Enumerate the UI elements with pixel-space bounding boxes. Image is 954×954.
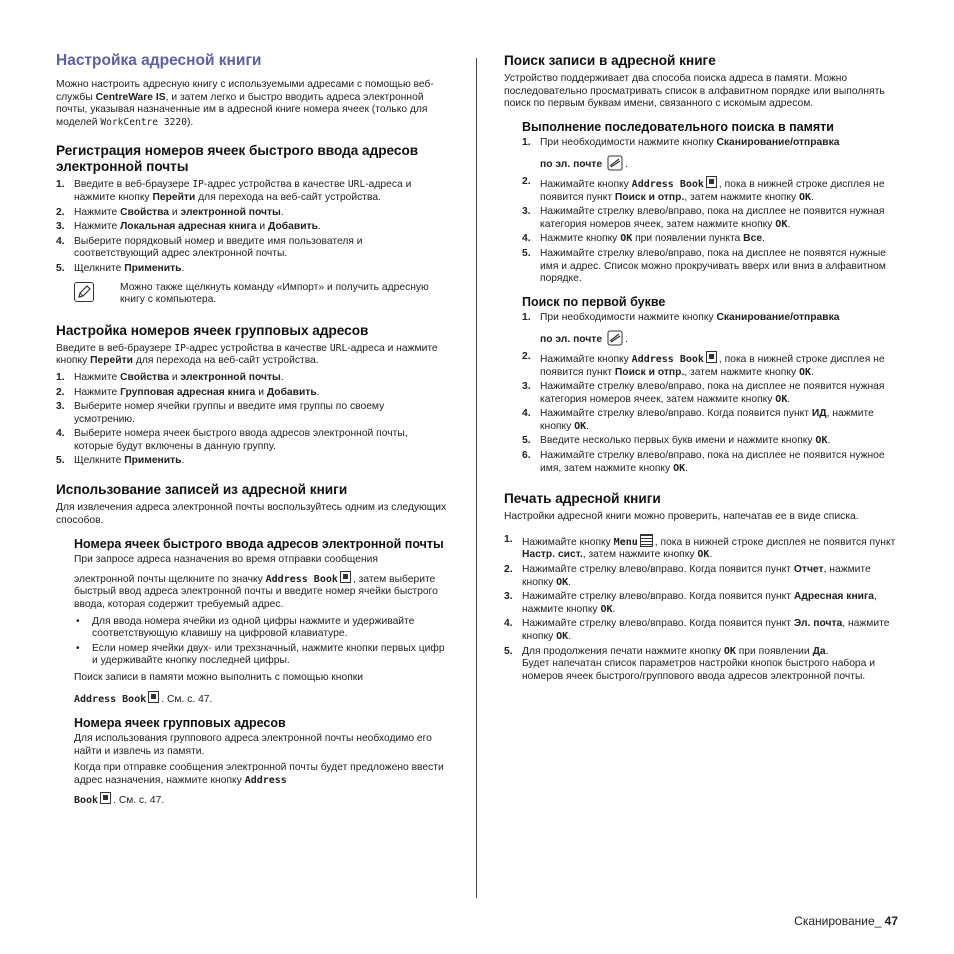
groupnum-p2: Когда при отправке сообщения электронной почты будет предложено ввести адрес назначения, нажмите кнопку Address <box>74 762 444 786</box>
list-item: 3. Нажмите Локальная адресная книга и Добавить. <box>56 221 321 233</box>
scan-to-email-icon <box>607 155 623 171</box>
list-item: 2. Нажимайте стрелку влево/вправо. Когда появится пункт Отчет, нажмите кнопку OK. <box>504 564 871 588</box>
groupnum-p3: Book . См. с. 47. <box>74 792 448 808</box>
seq-section <box>504 120 896 475</box>
list-item: 1. Нажмите Свойства и электронной почты. <box>56 371 284 383</box>
left-column <box>56 52 448 811</box>
note-box <box>74 282 448 307</box>
list-item: 6. Нажимайте стрелку влево/вправо, пока на дисплее не появится нужное имя, затем нажмите кнопку OK. <box>522 450 885 474</box>
search-heading: Поиск записи в адресной книге <box>504 53 716 68</box>
list-item: • Если номер ячейки двух- или трехзначный, нажмите кнопки первых цифр и удерживайте кнопку последней цифры. <box>76 642 445 667</box>
list-item: 3. Нажимайте стрелку влево/вправо, пока на дисплее не появится нужная категория номеров ячеек, затем нажмите кнопку OK. <box>522 206 885 230</box>
speed-section <box>56 537 448 807</box>
reg-heading: Регистрация номеров ячеек быстрого ввода адресов электронной почты <box>56 143 419 175</box>
print-steps <box>504 534 896 684</box>
page-footer <box>794 915 898 928</box>
speed-p3: Поиск записи в памяти можно выполнить с помощью кнопки <box>74 672 364 683</box>
first-heading: Поиск по первой букве <box>522 294 666 309</box>
scan-to-email-icon <box>607 330 623 346</box>
groupnum-heading: Номера ячеек групповых адресов <box>74 716 286 731</box>
list-item: 3. Нажимайте стрелку влево/вправо, пока на дисплее не появится нужная категория номеров ячеек, затем нажмите кнопку OK. <box>522 381 885 405</box>
address-book-icon <box>340 571 351 583</box>
reg-steps <box>56 179 448 275</box>
note-pencil-icon <box>74 282 94 302</box>
group-intro: Введите в веб-браузере IP-адрес устройства в качестве URL-адреса и нажмите кнопку Перейти для перехода на веб-сайт устройства. <box>56 342 438 367</box>
list-item: 4. Нажимайте стрелку влево/вправо. Когда появится пункт Эл. почта, нажмите кнопку OK. <box>504 618 890 642</box>
note-text: Можно также щелкнуть команду «Импорт» и получить адресную книгу с компьютера. <box>120 281 429 306</box>
speed-p4: Address Book . См. с. 47. <box>74 691 448 707</box>
list-item: 5. Для продолжения печати нажмите кнопку OK при появлении Да. Будет напечатан список параметров настройки кнопок быстрого набора и номеров ячеек быстрого/группового ввода адресов электронной почты. <box>504 645 875 682</box>
list-item: 4. Выберите порядковый номер и введите имя пользователя и соответствующий адрес электронной почты. <box>56 235 363 260</box>
list-item: 1. При необходимости нажмите кнопку Сканирование/отправка по эл. почте . <box>522 136 840 171</box>
list-item: 2. Нажимайте кнопку Address Book , пока в нижней строке дисплея не появится пункт Поиск и отпр., затем нажмите кнопку OK. <box>522 175 885 203</box>
list-item: 5. Введите несколько первых букв имени и нажмите кнопку OK. <box>522 435 831 447</box>
intro-paragraph: Можно настроить адресную книгу с используемыми адресами с помощью веб-службы CentreWare IS, и затем легко и быстро вводить адреса электронной почты, указывая назначенные им в адресной книге номера ячеек (только для моделей WorkCentre 3220). <box>56 79 434 128</box>
first-steps <box>522 312 896 476</box>
list-item: 4. Нажмите кнопку OK при появлении пункта Все. <box>522 233 765 245</box>
menu-icon <box>640 534 653 547</box>
list-item: 5. Щелкните Применить. <box>56 262 185 274</box>
address-book-icon <box>100 792 111 804</box>
list-item: 2. Нажимайте кнопку Address Book , пока в нижней строке дисплея не появится пункт Поиск и отпр., затем нажмите кнопку OK. <box>522 350 885 378</box>
speed-bullets <box>74 616 448 668</box>
list-item: 5. Нажимайте стрелку влево/вправо, пока на дисплее не появятся нужные имя и адрес. Список можно прокручивать вверх или вниз в алфавитном порядке. <box>522 247 886 285</box>
group-steps <box>56 372 448 468</box>
list-item: 1. Введите в веб-браузере IP-адрес устройства в качестве URL-адреса и нажмите кнопку Перейти для перехода на веб-сайт устройства. <box>56 179 412 203</box>
list-item: • Для ввода номера ячейки из одной цифры нажмите и удерживайте соответствующую клавишу на цифровой клавиатуре. <box>76 615 415 640</box>
search-intro: Устройство поддерживает два способа поиска адреса в памяти. Можно последовательно просматривать список в алфавитном порядке или выполнять поиск по первым буквам имени, связанного с искомым адресом. <box>504 73 885 110</box>
print-intro: Настройки адресной книги можно проверить, напечатав ее в виде списка. <box>504 511 859 523</box>
speed-heading: Номера ячеек быстрого ввода адресов электронной почты <box>74 537 444 552</box>
address-book-icon <box>706 351 717 363</box>
seq-heading: Выполнение последовательного поиска в памяти <box>522 119 834 134</box>
use-intro: Для извлечения адреса электронной почты воспользуйтесь одним из следующих способов. <box>56 502 447 526</box>
address-book-icon <box>148 691 159 703</box>
list-item: 1. При необходимости нажмите кнопку Сканирование/отправка по эл. почте . <box>522 311 840 346</box>
use-heading: Использование записей из адресной книги <box>56 482 348 498</box>
list-item: 3. Выберите номер ячейки группы и введите имя группы по своему усмотрению. <box>56 401 385 425</box>
print-heading: Печать адресной книги <box>504 491 661 507</box>
column-divider <box>476 58 477 898</box>
speed-p1: При запросе адреса назначения во время отправки сообщения <box>74 554 378 566</box>
list-item: 2. Нажмите Групповая адресная книга и Добавить. <box>56 386 320 398</box>
list-item: 4. Выберите номера ячеек быстрого ввода адресов электронной почты, которые будут включены в данную группу. <box>56 428 408 452</box>
list-item: 2. Нажмите Свойства и электронной почты. <box>56 206 284 218</box>
list-item: 5. Щелкните Применить. <box>56 455 185 467</box>
group-heading: Настройка номеров ячеек групповых адресов <box>56 322 369 338</box>
right-column <box>504 52 896 687</box>
page-number: 47 <box>884 914 898 928</box>
groupnum-p1: Для использования группового адреса электронной почты необходимо его найти и извлечь из памяти. <box>74 733 432 757</box>
list-item: 1. Нажимайте кнопку Menu , пока в нижней строке дисплея не появится пункт Настр. сист., затем нажмите кнопку OK. <box>504 533 896 561</box>
page-title: Настройка адресной книги <box>56 52 262 69</box>
footer-section: Сканирование_ <box>794 914 882 928</box>
list-item: 3. Нажимайте стрелку влево/вправо. Когда появится пункт Адресная книга, нажмите кнопку OK. <box>504 591 877 615</box>
speed-p2: электронной почты щелкните по значку Address Book , затем выберите быстрый ввод адреса электронной почты и введите номер ячейки быстрого ввода, которая содержит требуемый адрес. <box>74 571 448 612</box>
seq-steps <box>522 137 896 286</box>
list-item: 4. Нажимайте стрелку влево/вправо. Когда появится пункт ИД, нажмите кнопку OK. <box>522 408 874 432</box>
address-book-icon <box>706 176 717 188</box>
